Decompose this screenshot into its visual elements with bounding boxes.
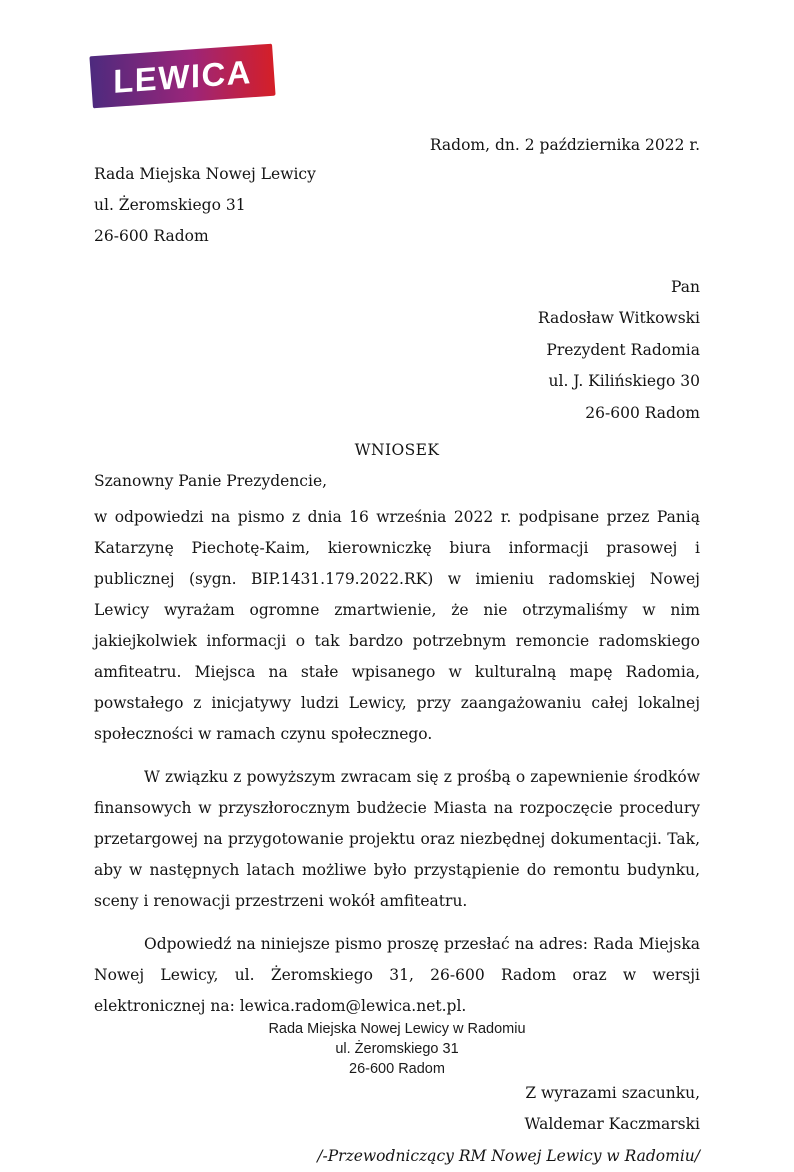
signature-name: Waldemar Kaczmarski [524,1115,700,1134]
footer-line: Rada Miejska Nowej Lewicy w Radomiu [268,1021,526,1037]
recipient-line: Pan [671,278,700,296]
date-line: Radom, dn. 2 października 2022 r. [429,136,700,154]
recipient-line: Prezydent Radomia [546,340,700,359]
subject-heading: WNIOSEK [354,441,440,460]
sender-line: ul. Żeromskiego 31 [94,196,246,214]
body-paragraph: w odpowiedzi na pismo z dnia 16 września 2022 r. podpisane przez Panią Katarzynę Piechotę-Kaim, kierowniczkę biura informacji prasowej i publicznej (sygn. BIP.1431.179.2022.RK) w imieniu radomskiej Nowej Lewicy wyrażam ogromne zmartwienie, że nie otrzymaliśmy w nim jakiejkolwiek informacji o tak bardzo potrzebnym remoncie radomskiego amfiteatru. Miejsca na stałe wpisanego w kulturalną mapę Radomia, powstałego z inicjatywy ludzi Lewicy, przy zaangażowaniu całej lokalnej społeczności w ramach czynu społecznego. [94,508,700,744]
footer-line: 26-600 Radom [349,1061,445,1077]
lewica-logo-text: LEWICA [113,52,252,100]
signature-title: /-Przewodniczący RM Nowej Lewicy w Radomiu/ [317,1146,700,1165]
body-paragraph: W związku z powyższym zwracam się z prośbą o zapewnienie środków finansowych w przyszłorocznym budżecie Miasta na rozpoczęcie procedury przetargowej na przygotowanie projektu oraz niezbędnej dokumentacji. Tak, aby w następnych latach możliwe było przystąpienie do remontu budynku, sceny i renowacji przestrzeni wokół amfiteatru. [94,768,700,911]
sender-address-block [94,159,700,252]
sender-line: 26-600 Radom [94,227,209,245]
signature-block [94,1078,700,1172]
recipient-line: 26-600 Radom [585,403,700,422]
sender-line: Rada Miejska Nowej Lewicy [94,165,316,183]
recipient-line: ul. J. Kilińskiego 30 [548,372,700,391]
footer-address-block [0,1019,794,1079]
recipient-address-block [94,272,700,429]
logo-area [94,50,700,128]
body-paragraph: Odpowiedź na niniejsze pismo proszę przesłać na adres: Rada Miejska Nowej Lewicy, ul. Żeromskiego 31, 26-600 Radom oraz w wersji elektronicznej na: lewica.radom@lewica.net.pl. [94,935,700,1016]
lewica-logo [89,44,275,109]
salutation: Szanowny Panie Prezydencie, [94,472,328,491]
recipient-line: Radosław Witkowski [537,309,700,328]
footer-line: ul. Żeromskiego 31 [335,1041,459,1057]
signature-closing: Z wyrazami szacunku, [525,1084,700,1103]
